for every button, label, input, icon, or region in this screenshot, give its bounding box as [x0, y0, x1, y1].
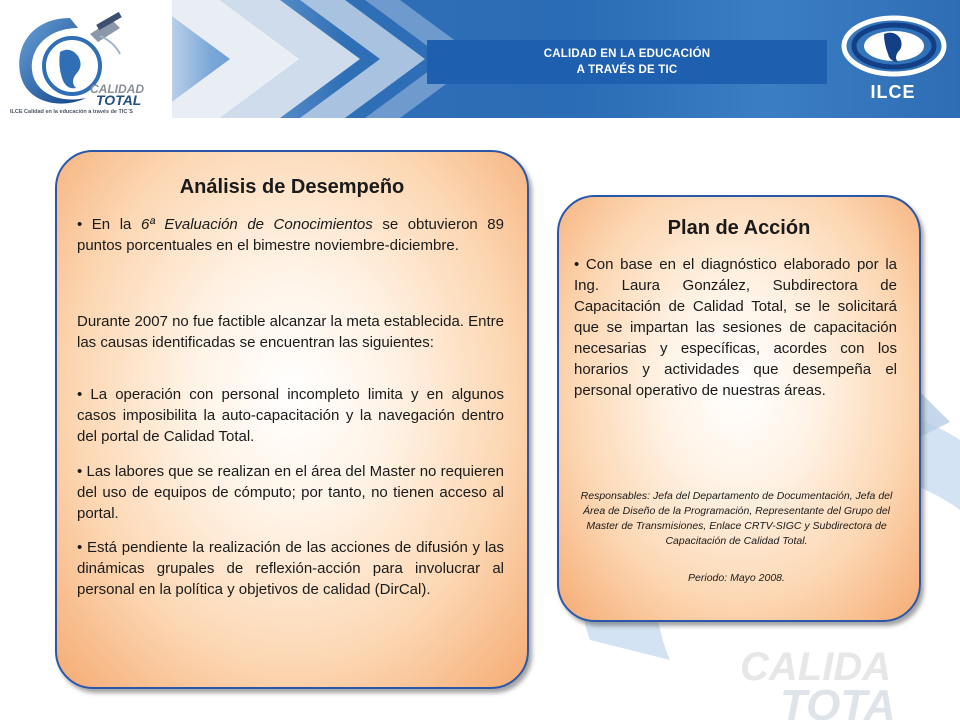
calidad-total-logo [0, 0, 172, 118]
action-plan-responsables: Responsables: Jefa del Departamento de Documentación, Jefa del Área de Diseño de la Programación, Representante del Grupo del Master de Transmisiones, Enlace CRTV-SIGC y Subdirectora de Capacitación de Calidad Total. [580, 490, 893, 547]
logo-brand-text-2: TOTAL [96, 92, 142, 108]
ilce-logo [826, 0, 960, 118]
analysis-bullet-3: • Está pendiente la realización de las acciones de difusión y las dinámicas grupales de reflexión-acción para involucrar al personal en la política y objetivos de calidad (DirCal). [77, 539, 504, 598]
header-title-line-2: A TRAVÉS DE TIC [576, 64, 678, 76]
analysis-bullet-2: • Las labores que se realizan en el área del Master no requieren del uso de equipos de cómputo; por tanto, no tienen acceso al portal. [77, 463, 504, 522]
analysis-p1-lead: • En la [77, 216, 141, 233]
analysis-paragraph-2: Durante 2007 no fue factible alcanzar la meta establecida. Entre las causas identificadas se encuentran las siguientes: [77, 313, 504, 351]
globe-logo-icon [0, 0, 172, 118]
ilce-globe-icon [826, 0, 960, 82]
action-plan-body: • Con base en el diagnóstico elaborado por la Ing. Laura González, Subdirectora de Capacitación de Calidad Total, se le solicitará que se impartan las sesiones de capacitación necesarias y específicas, acordes con los horarios y actividades que desempeña el personal operativo de nuestras áreas. [574, 256, 897, 399]
analysis-panel [55, 150, 529, 689]
analysis-p1-rest: se obtuvieron 89 puntos porcentuales en el bimestre noviembre-diciembre. [77, 216, 504, 254]
logo-caption: ILCE Calidad en la educación a través de TIC´S [10, 109, 133, 115]
ilce-logo-text: ILCE [870, 82, 916, 102]
analysis-title: Análisis de Desempeño [179, 176, 405, 198]
logo-brand-text: CALIDAD [90, 82, 144, 96]
action-plan-periodo: Periodo: Mayo 2008. [688, 572, 785, 584]
watermark-text-2: TOTA [780, 681, 896, 720]
analysis-bullet-1: • La operación con personal incompleto limita y en algunos casos imposibilita la auto-capacitación y la navegación dentro del portal de Calidad Total. [77, 386, 504, 445]
analysis-paragraph-1 [77, 214, 504, 256]
watermark-text-1: CALIDA [740, 645, 892, 689]
action-plan-title: Plan de Acción [667, 217, 811, 239]
header-title-banner [427, 40, 827, 84]
action-plan-panel [557, 195, 921, 622]
header-title-line-1: CALIDAD EN LA EDUCACIÓN [543, 48, 711, 60]
analysis-p1-italic: 6ª Evaluación de Conocimientos [140, 216, 373, 233]
header-banner [0, 0, 960, 118]
